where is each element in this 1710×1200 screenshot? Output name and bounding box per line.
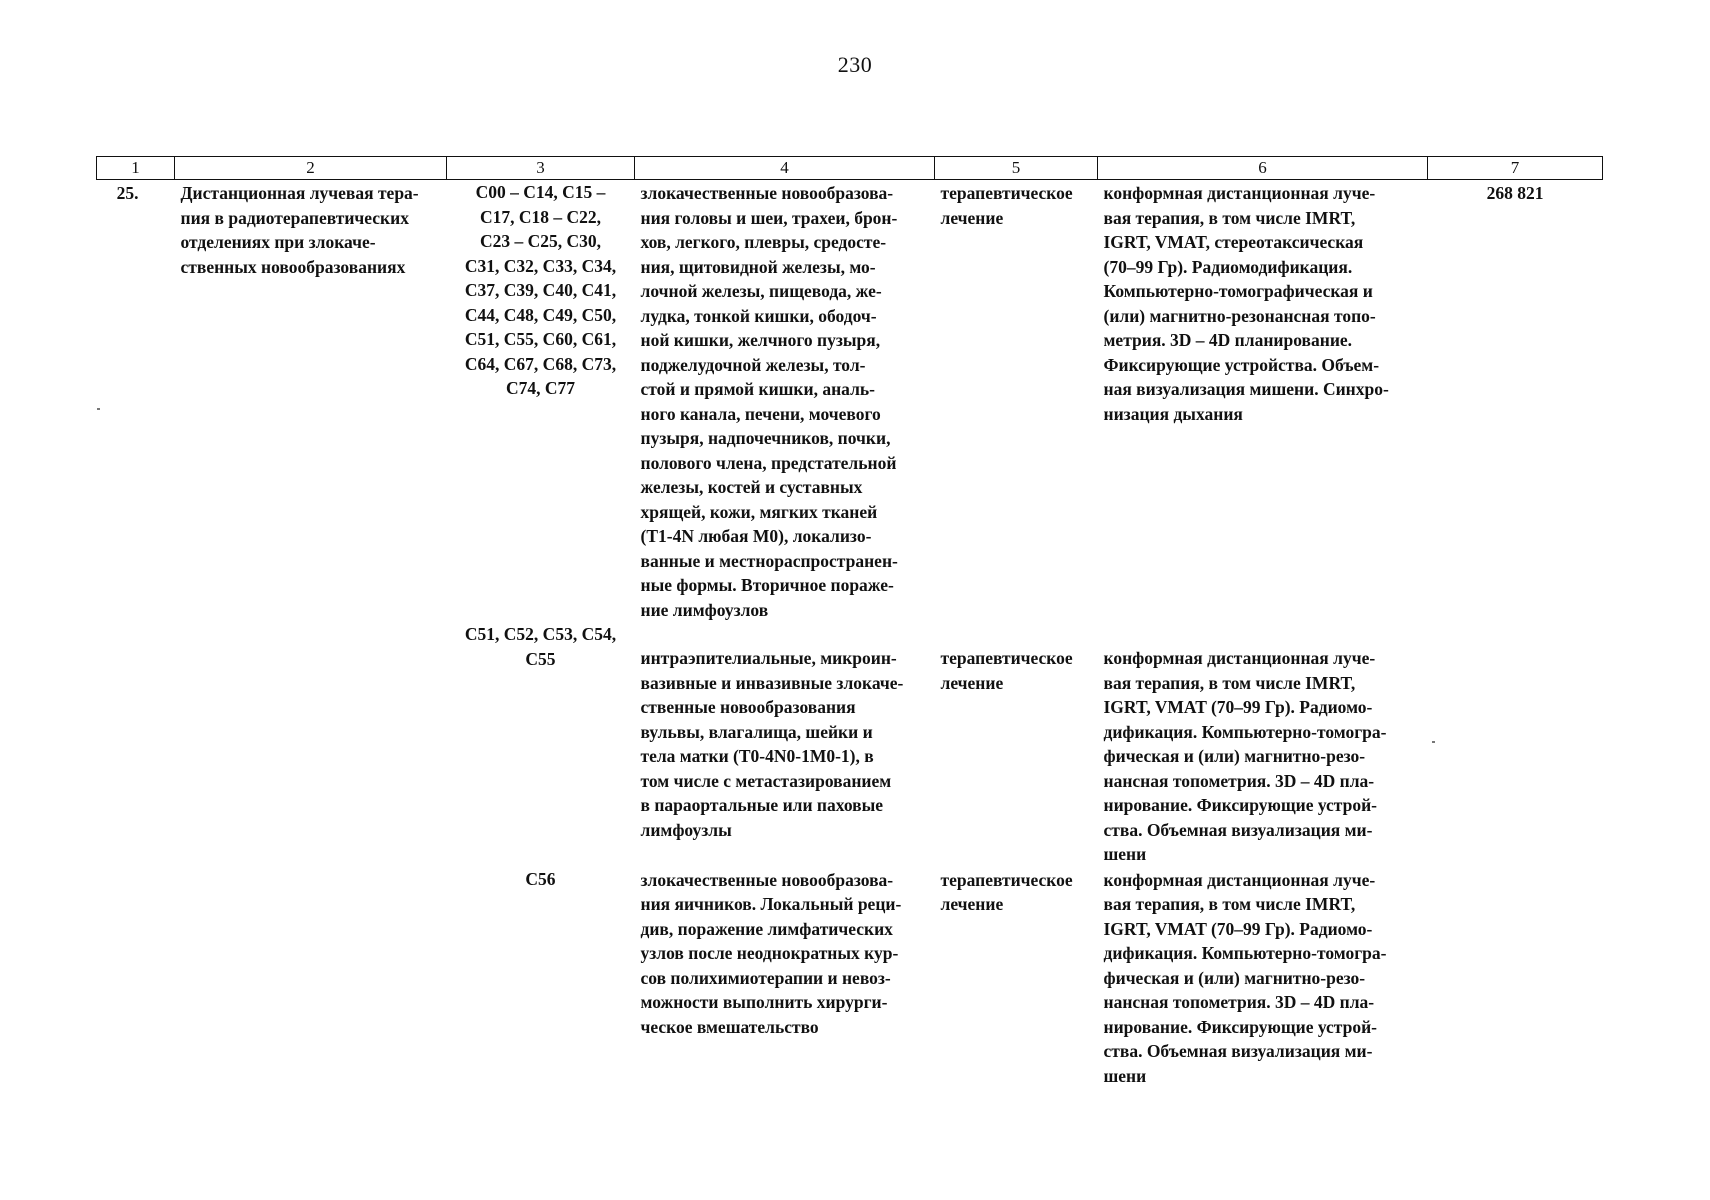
treatment-method: конформная дистанционная луче- вая терапия, в том числе IMRT, IGRT, VMAT (70–99 Гр). Радиомо- дификация. Компьютерно-томогра- фическая и (или) магнитно-резо- нансная топометрия. 3D – 4D пла- нирование. Фиксирующие устрой- ства. Объемная визуализация ми- шени	[1103, 648, 1387, 864]
price-value: 268 821	[1486, 183, 1544, 203]
empty-cell	[97, 622, 175, 867]
row-number: 25.	[116, 183, 139, 203]
icd-codes: С56	[525, 868, 556, 889]
treatment-type: терапевтическое лечение	[940, 648, 1073, 693]
medical-services-table	[96, 156, 1603, 1088]
empty-cell	[175, 622, 447, 867]
column-header-7: 7	[1428, 157, 1603, 180]
treatment-type: терапевтическое лечение	[940, 869, 1073, 914]
empty-cell	[1428, 622, 1603, 867]
table-row	[97, 622, 1603, 867]
treatment-type: терапевтическое лечение	[940, 183, 1073, 228]
column-header-5: 5	[935, 157, 1098, 180]
scan-speck	[97, 408, 100, 410]
empty-cell	[97, 867, 175, 1089]
table-row	[97, 867, 1603, 1089]
column-header-6: 6	[1098, 157, 1428, 180]
treatment-method: конформная дистанционная луче- вая терапия, в том числе IMRT, IGRT, VMAT, стереотаксическая (70–99 Гр). Радиомодификация. Компьютерно-томографическая и (или) магнитно-резонансная топо- метрия. 3D – 4D планирование. Фиксирующие устройства. Объем- ная визуализация мишени. Синхро- низация дыхания	[1103, 183, 1389, 424]
diagnosis-description: интраэпителиальные, микроин- вазивные и инвазивные злокаче- ственные новообразования вульвы, влагалища, шейки и тела матки (Т0-4N0-1М0-1), в том числе с метастазированием в параортальные или паховые лимфоузлы	[640, 648, 904, 840]
icd-codes: С00 – С14, С15 – С17, С18 – С22, С23 – С25, С30, С31, С32, С33, С34, С37, С39, С40, С41, С44, С48, С49, С50, С51, С55, С60, С61, С64, С67, С68, С73, С74, С77	[464, 182, 617, 398]
diagnosis-description: злокачественные новообразова- ния головы и шеи, трахеи, брон- хов, легкого, плевры, средосте- ния, щитовидной железы, мо- лочной железы, пищевода, же- лудка, тонкой кишки, ободоч- ной кишки, желчного пузыря, поджелудочной железы, тол- стой и прямой кишки, аналь- ного канала, печени, мочевого пузыря, надпочечников, почки, полового члена, предстательной железы, костей и суставных хрящей, кожи, мягких тканей (Т1-4N любая М0), локализо- ванные и местнораспространен- ные формы. Вторичное пораже- ние лимфоузлов	[640, 183, 898, 620]
empty-cell	[175, 867, 447, 1089]
treatment-method: конформная дистанционная луче- вая терапия, в том числе IMRT, IGRT, VMAT (70–99 Гр). Радиомо- дификация. Компьютерно-томогра- фическая и (или) магнитно-резо- нансная топометрия. 3D – 4D пла- нирование. Фиксирующие устрой- ства. Объемная визуализация ми- шени	[1103, 869, 1387, 1086]
column-number-header-row	[97, 157, 1603, 180]
scan-speck	[1432, 741, 1435, 743]
diagnosis-description: злокачественные новообразова- ния яичников. Локальный реци- див, поражение лимфатических узлов после неоднократных кур- сов полихимиотерапии и невоз- можности выполнить хирурги- ческое вмешательство	[640, 869, 902, 1037]
column-header-3: 3	[447, 157, 635, 180]
table-row	[97, 180, 1603, 623]
column-header-2: 2	[175, 157, 447, 180]
column-header-1: 1	[97, 157, 175, 180]
procedure-name: Дистанционная лучевая тера- пия в радиотерапевтических отделениях при злокаче- ственных новообразованиях	[180, 183, 419, 277]
column-header-4: 4	[635, 157, 935, 180]
empty-cell	[1428, 867, 1603, 1089]
page-number: 230	[837, 52, 873, 77]
icd-codes: С51, С52, С53, С54, С55	[464, 624, 617, 669]
